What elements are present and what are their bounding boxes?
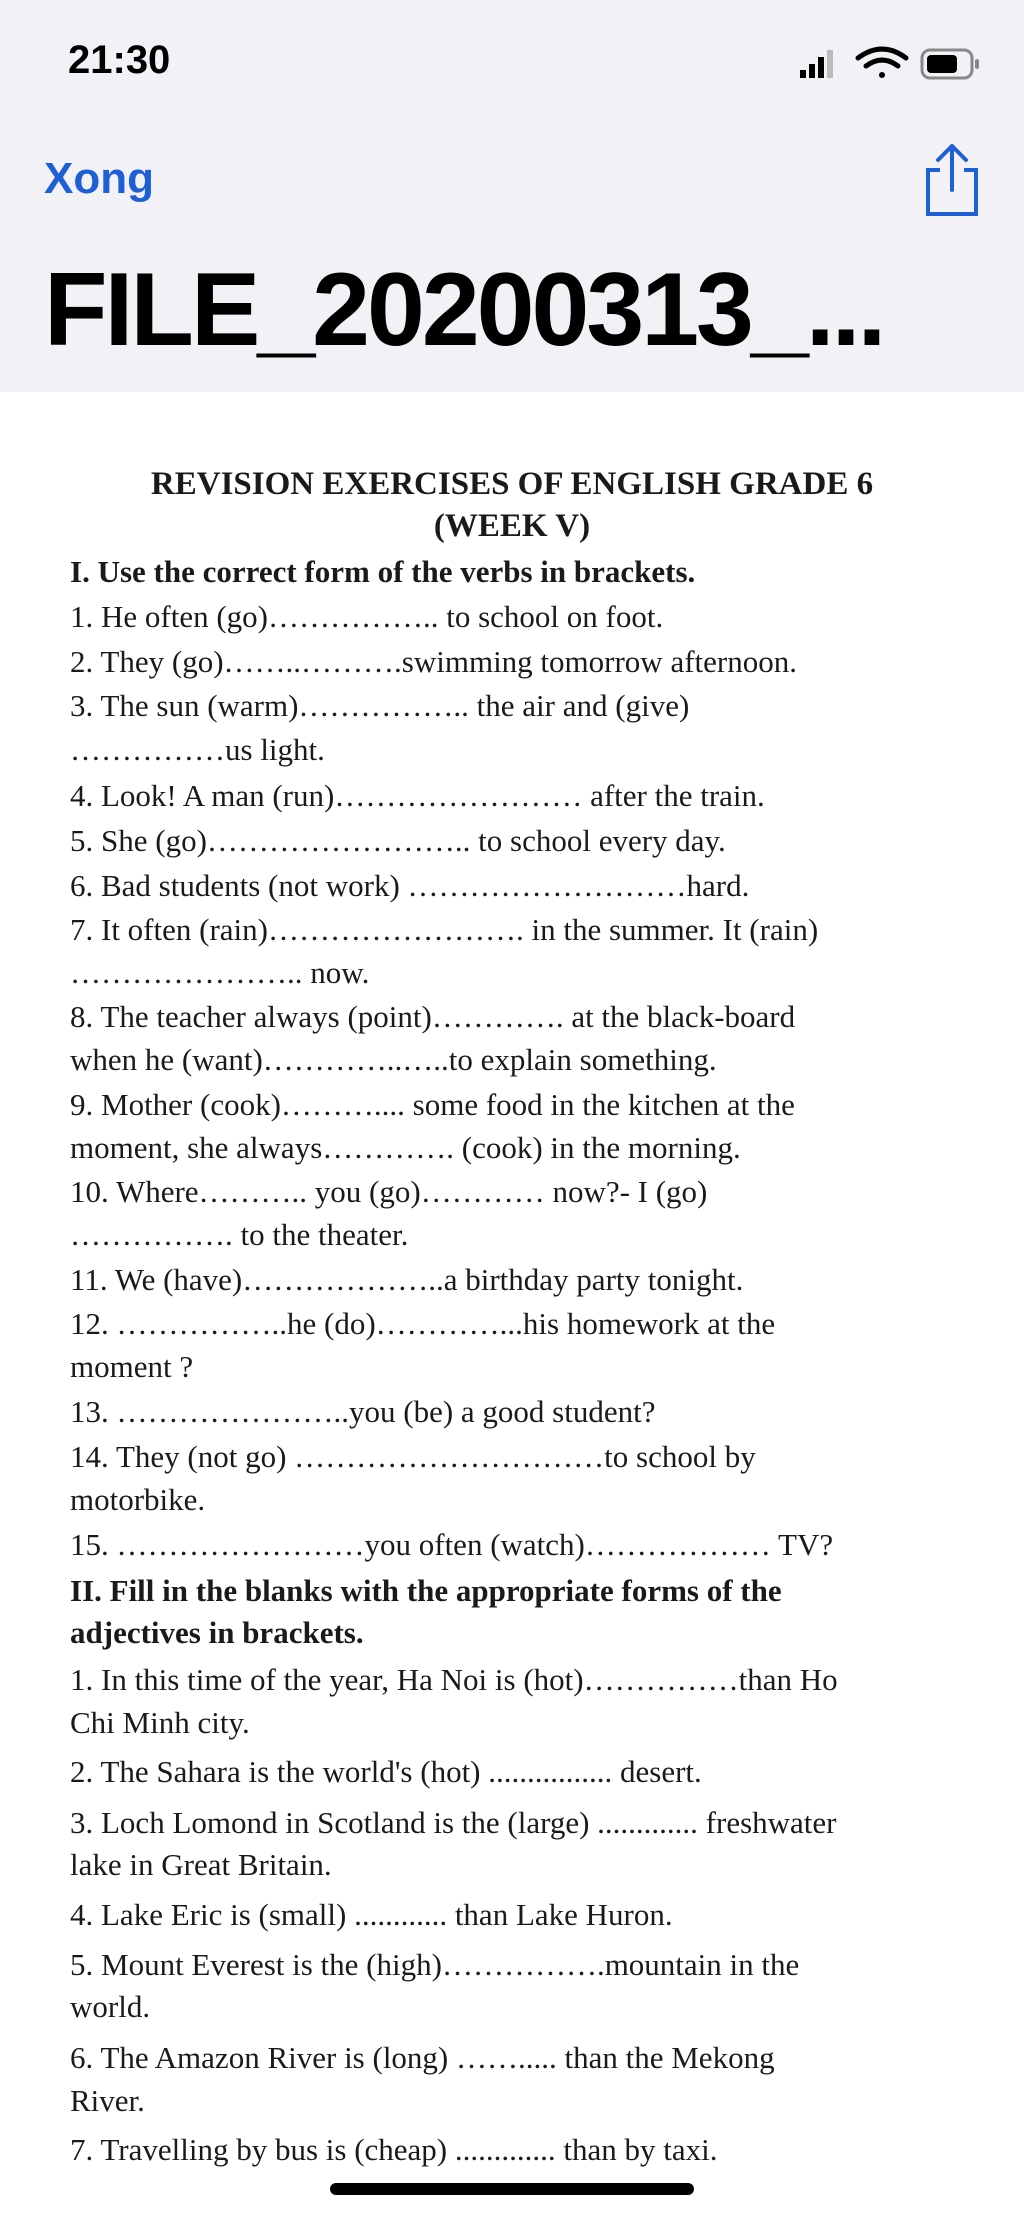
exercise-line: 3. The sun (warm)…………….. the air and (give) (70, 688, 690, 723)
exercise-line: moment, she always…………. (cook) in the morning. (70, 1130, 741, 1165)
doc-heading: REVISION EXERCISES OF ENGLISH GRADE 6 (150, 466, 874, 502)
exercise-line: 7. Travelling by bus is (cheap) ............. than by taxi. (70, 2132, 718, 2167)
document-viewer[interactable] (0, 392, 1024, 2217)
exercise-line: when he (want)…………..…..to explain something. (70, 1042, 717, 1077)
exercise-line: 14. They (not go) …………………………to school by (70, 1439, 756, 1474)
file-title: FILE_20200313_... (44, 255, 884, 365)
exercise-line: 4. Look! A man (run)…………………… after the train. (70, 778, 765, 813)
exercise-line: 4. Lake Eric is (small) ............ than Lake Huron. (70, 1897, 673, 1932)
exercise-line: 1. In this time of the year, Ha Noi is (hot)……………than Ho (70, 1662, 838, 1697)
doc-subheading: (WEEK V) (433, 508, 591, 544)
exercise-line: ……………us light. (70, 732, 325, 767)
exercise-line: 6. Bad students (not work) ………………………hard. (70, 868, 750, 903)
section-2-title: II. Fill in the blanks with the appropriate forms of the (70, 1573, 782, 1608)
exercise-line: moment ? (70, 1349, 194, 1384)
signal-icon (800, 50, 833, 78)
section-2-title: adjectives in brackets. (70, 1615, 364, 1650)
exercise-line: world. (70, 1989, 151, 2024)
exercise-line: 11. We (have)………………..a birthday party tonight. (70, 1262, 744, 1297)
exercise-line: 10. Where……….. you (go)………… now?- I (go) (70, 1174, 708, 1209)
exercise-line: ………………….. now. (70, 955, 370, 990)
wifi-icon (858, 49, 906, 78)
exercise-line: 8. The teacher always (point)…………. at the black-board (70, 999, 796, 1034)
exercise-line: 12. ……………..he (do)…………...his homework at the (70, 1306, 776, 1341)
exercise-line: 7. It often (rain)……………………. in the summer. It (rain) (70, 912, 819, 947)
done-button[interactable]: Xong (44, 154, 154, 203)
home-indicator[interactable] (330, 2183, 694, 2195)
exercise-line: 5. Mount Everest is the (high)…………….mountain in the (70, 1947, 800, 1982)
exercise-line: 5. She (go)…………………….. to school every day. (70, 823, 726, 858)
exercise-line: ……………. to the theater. (70, 1217, 409, 1252)
status-icons (800, 44, 990, 84)
exercise-line: 1. He often (go)…………….. to school on foot. (70, 599, 664, 634)
exercise-line: 3. Loch Lomond in Scotland is the (large) ............. freshwater (70, 1805, 837, 1840)
exercise-line: 15. ……………………you often (watch)……………… TV? (70, 1527, 834, 1562)
battery-icon (922, 50, 979, 78)
exercise-line: 6. The Amazon River is (long) ……..... than the Mekong (70, 2040, 775, 2075)
exercise-line: 9. Mother (cook)……….... some food in the kitchen at the (70, 1087, 795, 1122)
share-icon[interactable] (922, 140, 982, 220)
navigation-header (0, 0, 1024, 392)
exercise-line: 2. They (go)……..……….swimming tomorrow afternoon. (70, 644, 797, 679)
exercise-line: River. (70, 2083, 145, 2118)
section-1-title: I. Use the correct form of the verbs in brackets. (70, 554, 696, 589)
exercise-line: 2. The Sahara is the world's (hot) ................ desert. (70, 1754, 702, 1789)
exercise-line: motorbike. (70, 1482, 206, 1517)
exercise-line: lake in Great Britain. (70, 1847, 332, 1882)
exercise-line: 13. …………………..you (be) a good student? (70, 1394, 656, 1429)
exercise-line: Chi Minh city. (70, 1705, 250, 1740)
status-time: 21:30 (68, 38, 171, 82)
